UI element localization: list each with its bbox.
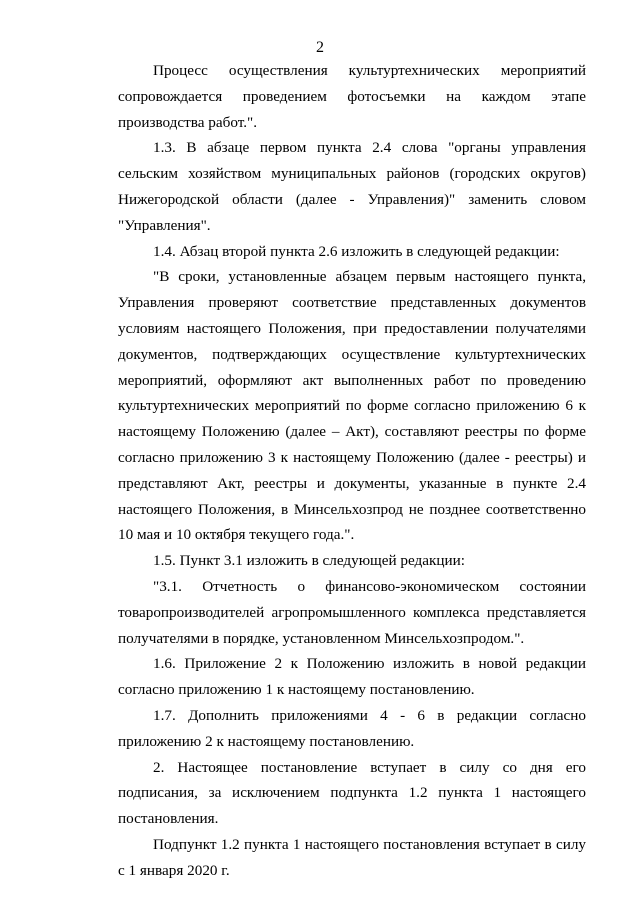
paragraph-1-5: 1.5. Пункт 3.1 изложить в следующей редакции: [153, 552, 466, 570]
paragraph-1-6: 1.6. Приложение 2 к Положению изложить в новой редакции согласно приложению 1 к настоящему постановлению. [118, 655, 586, 699]
document-body [118, 58, 586, 884]
paragraph-1-4-text: "В сроки, установленные абзацем первым настоящего пункта, Управления проверяют соответствие представленных документов условиям настоящего Положения, при предоставлении получателями документов, подтверждающих осуществление культуртехнических мероприятий, оформляют акт выполненных работ по проведению культуртехнических мероприятий по форме согласно приложению 6 к настоящему Положению (далее – Акт), составляют реестры по форме согласно приложению 3 к настоящему Положению (далее - реестры) и представляют Акт, реестры и документы, указанные в пункте 2.4 настоящего Положения, в Минсельхозпрод не позднее соответственно 10 мая и 10 октября текущего года.". [118, 268, 586, 544]
paragraph-1-4: 1.4. Абзац второй пункта 2.6 изложить в следующей редакции: [153, 242, 560, 260]
paragraph-2: 2. Настоящее постановление вступает в силу со дня его подписания, за исключением подпункта 1.2 пункта 1 настоящего постановления. [118, 758, 586, 828]
page-number: 2 [316, 39, 324, 56]
paragraph-photo-process: Процесс осуществления культуртехнических мероприятий сопровождается проведением фотосъемки на каждом этапе производства работ.". [118, 62, 586, 131]
paragraph-effective-date: Подпункт 1.2 пункта 1 настоящего постановления вступает в силу с 1 января 2020 г. [118, 835, 586, 879]
paragraph-1-3: 1.3. В абзаце первом пункта 2.4 слова "органы управления сельским хозяйством муниципальных районов (городских округов) Нижегородской области (далее - Управления)" заменить словом "Управления". [118, 139, 586, 234]
paragraph-1-5-text: "3.1. Отчетность о финансово-экономическом состоянии товаропроизводителей агропромышленного комплекса представляется получателями в порядке, установленном Минсельхозпродом.". [118, 577, 586, 647]
paragraph-1-7: 1.7. Дополнить приложениями 4 - 6 в редакции согласно приложению 2 к настоящему постановлению. [118, 706, 586, 750]
